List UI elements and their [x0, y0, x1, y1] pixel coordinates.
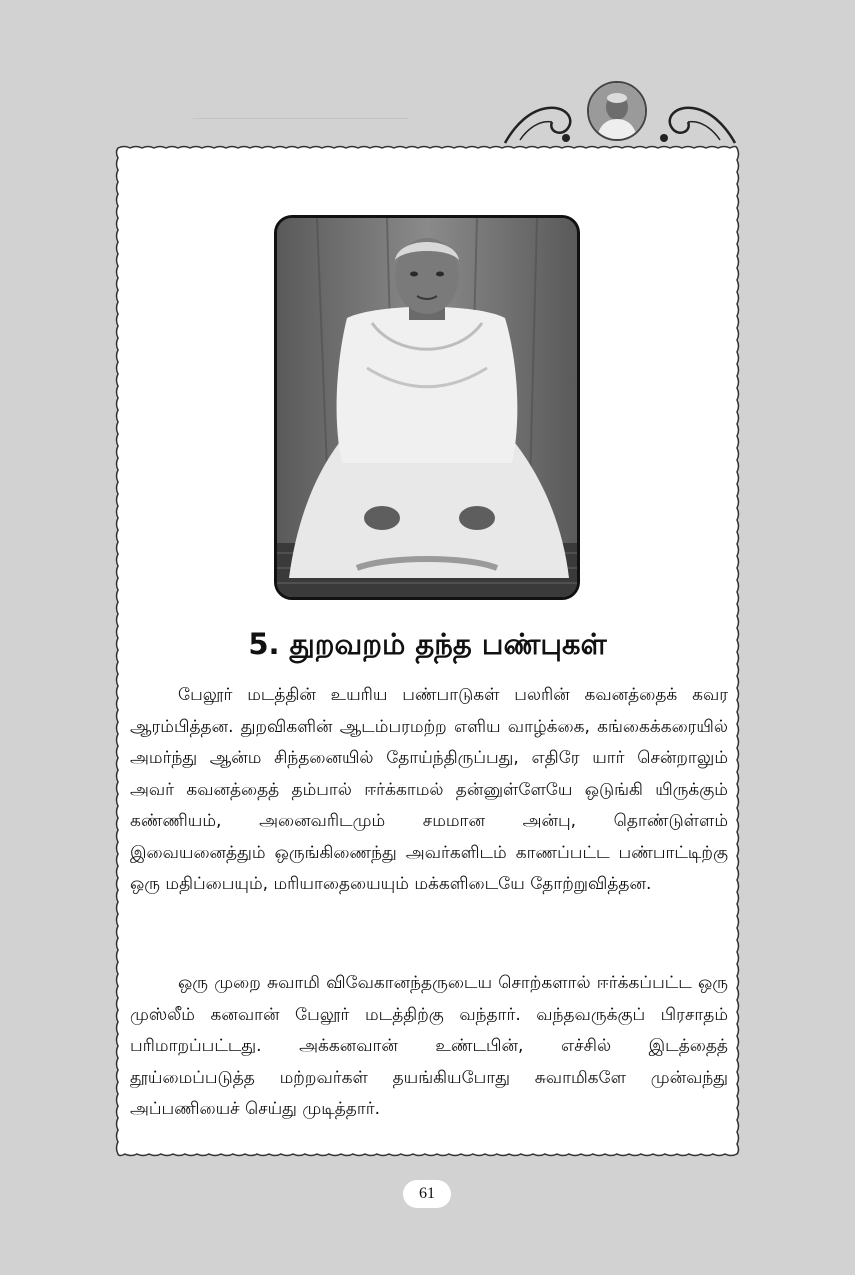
ornament-flower-right: [660, 134, 668, 142]
faint-header-line: [193, 118, 408, 135]
ornament-scroll-right-inner: [688, 122, 720, 140]
page-number: 61: [403, 1180, 451, 1208]
ornament-flower-left: [562, 134, 570, 142]
body-paragraph-1: பேலூர் மடத்தின் உயரிய பண்பாடுகள் பலரின் கவனத்தைக் கவர ஆரம்பித்தன. துறவிகளின் ஆடம்பரமற்ற எளிய வாழ்க்கை, கங்கைக்கரையில் அமர்ந்து ஆன்ம சிந்தனையில் தோய்ந்திருப்பது, எதிரே யார் சென்றாலும் அவர் கவனத்தைத் தம்பால் ஈர்க்காமல் தன்னுள்ளேயே ஒடுங்கி யிருக்கும் கண்ணியம், அனைவரிடமும் சமமான அன்பு, தொண்டுள்ளம் இவையனைத்தும் ஒருங்கிணைந்து அவர்களிடம் காணப்பட்ட பண்பாட்டிற்கு ஒரு மதிப்பையும், மரியாதையையும் மக்களிடையே தோற்றுவித்தன.: [130, 685, 728, 894]
portrait-medallion: [587, 81, 647, 141]
ornament-scroll-left-inner: [520, 122, 552, 140]
ornament-scroll-left: [505, 108, 570, 143]
ornament-scroll-right: [670, 108, 735, 143]
chapter-title: 5. துறவறம் தந்த பண்புகள்: [248, 627, 607, 661]
body-paragraph-2: ஒரு முறை சுவாமி விவேகானந்தருடைய சொற்களால் ஈர்க்கப்பட்ட ஒரு முஸ்லீம் கனவான் பேலூர் மடத்திற்கு வந்தார். வந்தவருக்குப் பிரசாதம் பரிமாறப்பட்டது. அக்கனவான் உண்டபின், எச்சில் இடத்தைத் தூய்மைப்படுத்த மற்றவர்கள் தயங்கியபோது சுவாமிகளே முன்வந்து அப்பணியைச் செய்து முடித்தார்.: [130, 973, 728, 1119]
portrait-photo: [274, 215, 580, 600]
